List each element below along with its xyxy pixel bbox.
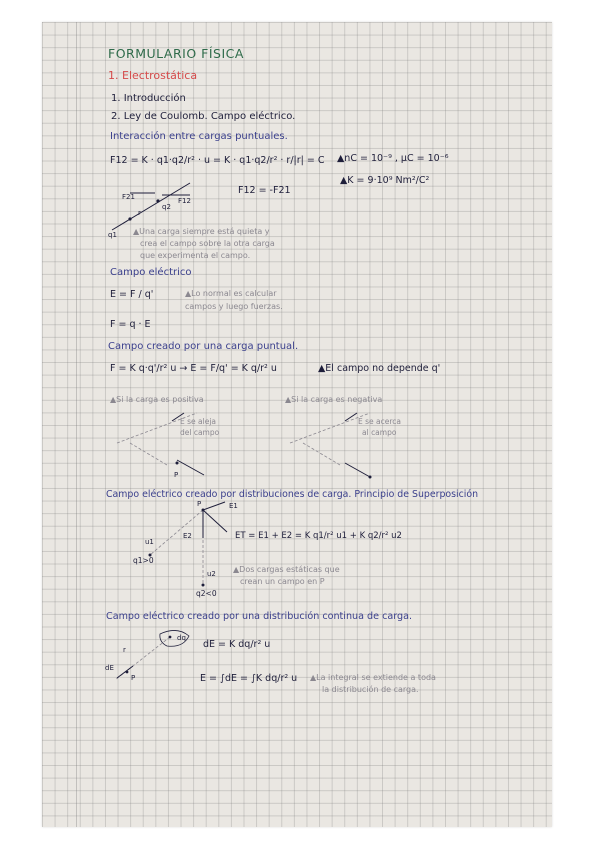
- page-title: FORMULARIO FÍSICA: [108, 46, 244, 61]
- superposition-note-1: ▲Dos cargas estáticas que: [233, 565, 340, 574]
- positive-note-1: E se aleja: [180, 417, 217, 426]
- point-field-formula: F = K q·q'/r² u → E = F/q' = K q/r² u: [110, 363, 277, 374]
- field-formula-e: E = F / q': [110, 289, 154, 300]
- coulomb-note-2: crea el campo sobre la otra carga: [140, 239, 275, 248]
- coulomb-units: ▲nC = 10⁻⁹ , µC = 10⁻⁶: [337, 153, 449, 164]
- continuous-dq-label: dq: [177, 634, 186, 642]
- point-field-heading: Campo creado por una carga puntual.: [108, 341, 299, 352]
- field-note-2: campos y luego fuerzas.: [185, 302, 283, 311]
- label-r: r: [138, 209, 141, 217]
- negative-charge-label: ▲Si la carga es negativa: [285, 395, 383, 404]
- continuous-heading: Campo eléctrico creado por una distribución continua de carga.: [106, 611, 413, 622]
- label-q2: q2: [162, 203, 171, 211]
- continuous-p-label: P: [131, 674, 136, 682]
- continuous-note-1: ▲La integral se extiende a toda: [310, 673, 436, 682]
- superposition-note-2: crean un campo en P: [240, 577, 325, 586]
- field-heading: Campo eléctrico: [110, 267, 192, 278]
- point-field-note: ▲El campo no depende q': [318, 363, 441, 374]
- q1-positive-label: q1>0: [133, 556, 154, 565]
- superposition-e2-label: E2: [183, 532, 192, 540]
- superposition-formula: ET = E1 + E2 = K q1/r² u1 + K q2/r² u2: [235, 531, 402, 541]
- negative-note-2: al campo: [362, 428, 397, 437]
- point-p-label: P: [174, 471, 179, 479]
- label-q1: q1: [108, 231, 117, 239]
- superposition-u1-label: u1: [145, 538, 154, 546]
- positive-charge-label: ▲Si la carga es positiva: [110, 395, 204, 404]
- continuous-de-label: dE: [105, 664, 114, 672]
- continuous-r-label: r: [123, 646, 126, 654]
- superposition-p-label: P: [197, 500, 202, 508]
- subheading-coulomb: 2. Ley de Coulomb. Campo eléctrico.: [111, 111, 296, 122]
- continuous-diagram: [105, 622, 205, 692]
- coulomb-k-value: ▲K = 9·10⁹ Nm²/C²: [340, 175, 430, 186]
- coulomb-formula: F12 = K · q1·q2/r² · u = K · q1·q2/r² · r/|r| = C: [110, 155, 325, 166]
- superposition-u2-label: u2: [207, 570, 216, 578]
- subheading-intro: 1. Introducción: [111, 93, 186, 104]
- section-heading: 1. Electrostática: [108, 69, 198, 82]
- newton-third-law: F12 = -F21: [238, 185, 291, 196]
- negative-note-1: E se acerca: [358, 417, 402, 426]
- field-note-1: ▲Lo normal es calcular: [185, 289, 277, 298]
- positive-note-2: del campo: [180, 428, 220, 437]
- field-formula-f: F = q · E: [110, 319, 151, 330]
- coulomb-note-3: que experimenta el campo.: [140, 251, 251, 260]
- continuous-note-2: la distribución de carga.: [322, 685, 419, 694]
- continuous-formula-e: E = ∫dE = ∫K dq/r² u: [200, 673, 298, 684]
- coulomb-note-1: ▲Una carga siempre está quieta y: [133, 227, 270, 236]
- label-f21: F21: [122, 193, 135, 201]
- distributions-heading: Campo eléctrico creado por distribuciones de carga. Principio de Superposición: [106, 489, 479, 500]
- q2-negative-label: q2<0: [196, 589, 217, 598]
- superposition-e1-label: E1: [229, 502, 238, 510]
- continuous-formula-de: dE = K dq/r² u: [203, 639, 271, 650]
- page-margin-line: [76, 22, 77, 827]
- label-f12: F12: [178, 197, 191, 205]
- coulomb-heading: Interacción entre cargas puntuales.: [110, 131, 288, 142]
